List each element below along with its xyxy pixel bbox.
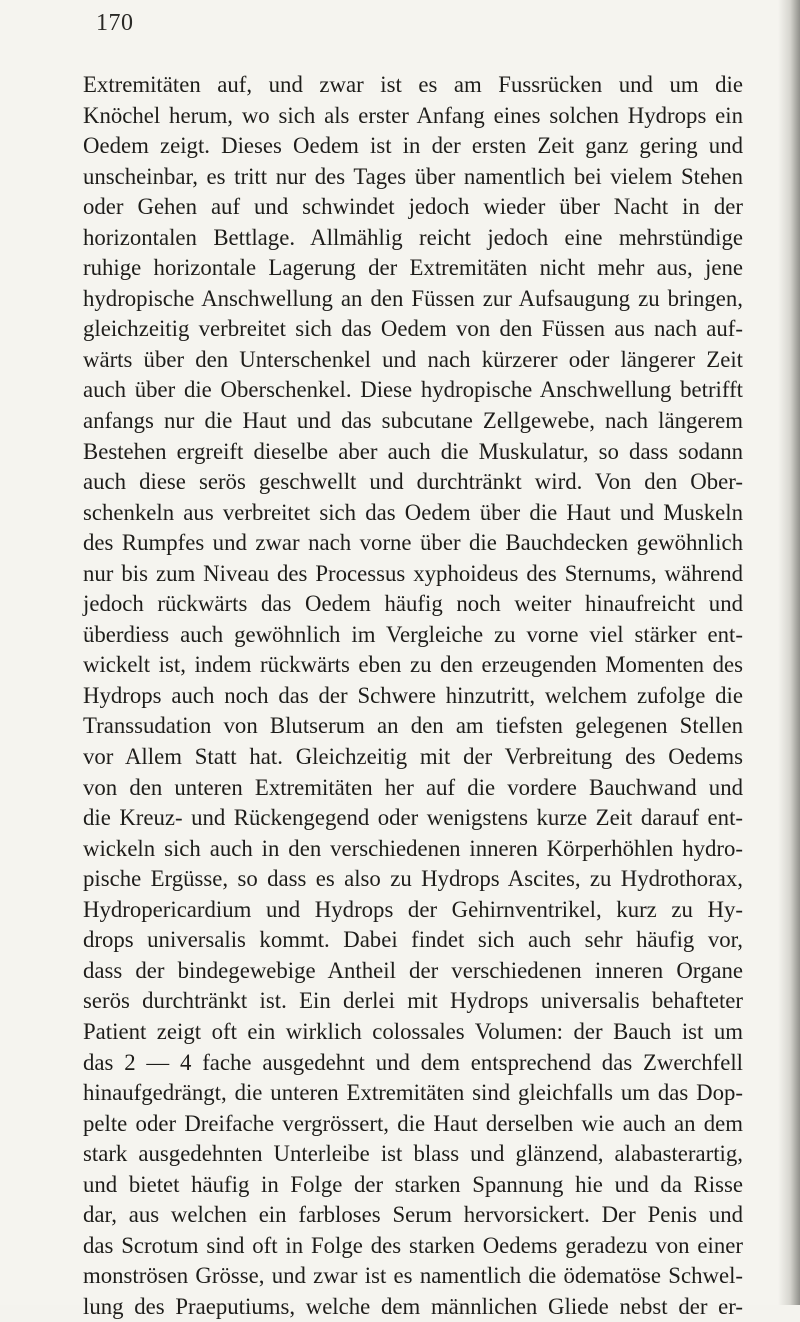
text-line: ruhige horizontale Lagerung der Extremitäten nicht mehr aus, jene <box>83 255 743 281</box>
text-line: Knöchel herum, wo sich als erster Anfang eines solchen Hydrops ein <box>83 102 743 128</box>
text-line: auch über die Oberschenkel. Diese hydropische Anschwellung betrifft <box>83 377 743 403</box>
page-number: 170 <box>96 10 134 36</box>
text-line: des Rumpfes und zwar nach vorne über die Bauchdecken gewöhnlich <box>83 530 743 556</box>
text-line: drops universalis kommt. Dabei findet sich auch sehr häufig vor, <box>83 927 743 953</box>
text-line: wickelt ist, indem rückwärts eben zu den erzeugenden Momenten des <box>83 652 743 678</box>
text-line: die Kreuz- und Rückengegend oder wenigstens kurze Zeit darauf ent- <box>83 805 743 831</box>
text-line: das 2 — 4 fache ausgedehnt und dem entsprechend das Zwerchfell <box>83 1049 743 1075</box>
text-line: oder Gehen auf und schwindet jedoch wieder über Nacht in der <box>83 194 743 220</box>
text-line: dass der bindegewebige Antheil der verschiedenen inneren Organe <box>83 957 743 983</box>
text-line: nur bis zum Niveau des Processus xyphoideus des Sternums, während <box>83 560 743 586</box>
text-line: pelte oder Dreifache vergrössert, die Haut derselben wie auch an dem <box>83 1110 743 1136</box>
text-line: Extremitäten auf, und zwar ist es am Fussrücken und um die <box>83 72 743 97</box>
text-line: serös durchtränkt ist. Ein derlei mit Hydrops universalis behafteter <box>83 988 743 1014</box>
text-line: lung des Praeputiums, welche dem männlichen Gliede nebst der er- <box>83 1293 743 1319</box>
body-text <box>83 70 743 1322</box>
text-line: schenkeln aus verbreitet sich das Oedem über die Haut und Muskeln <box>83 499 743 525</box>
text-line: von den unteren Extremitäten her auf die vordere Bauchwand und <box>83 774 743 800</box>
text-line: unscheinbar, es tritt nur des Tages über namentlich bei vielem Stehen <box>83 163 743 189</box>
text-line: auch diese serös geschwellt und durchtränkt wird. Von den Ober- <box>83 469 743 495</box>
text-line: und bietet häufig in Folge der starken Spannung hie und da Risse <box>83 1171 743 1197</box>
text-line: Hydrops auch noch das der Schwere hinzutritt, welchem zufolge die <box>83 682 743 708</box>
text-line: gleichzeitig verbreitet sich das Oedem von den Füssen aus nach auf- <box>83 316 743 342</box>
text-line: monströsen Grösse, und zwar ist es namentlich die ödematöse Schwel- <box>83 1263 743 1289</box>
text-line: wickeln sich auch in den verschiedenen inneren Körperhöhlen hydro- <box>83 835 743 861</box>
text-line: das Scrotum sind oft in Folge des starken Oedems geradezu von einer <box>83 1232 743 1258</box>
text-line: vor Allem Statt hat. Gleichzeitig mit der Verbreitung des Oedems <box>83 744 743 770</box>
page-edge-shadow <box>778 0 800 1305</box>
text-line: anfangs nur die Haut und das subcutane Zellgewebe, nach längerem <box>83 408 743 434</box>
text-line: pische Ergüsse, so dass es also zu Hydrops Ascites, zu Hydrothorax, <box>83 866 743 892</box>
text-line: Oedem zeigt. Dieses Oedem ist in der ersten Zeit ganz gering und <box>83 133 743 159</box>
text-line: Hydropericardium und Hydrops der Gehirnventrikel, kurz zu Hy- <box>83 896 743 922</box>
text-line: überdiess auch gewöhnlich im Vergleiche zu vorne viel stärker ent- <box>83 621 743 647</box>
text-line: jedoch rückwärts das Oedem häufig noch weiter hinaufreicht und <box>83 591 743 617</box>
text-line: Patient zeigt oft ein wirklich colossales Volumen: der Bauch ist um <box>83 1018 743 1044</box>
text-line: dar, aus welchen ein farbloses Serum hervorsickert. Der Penis und <box>83 1202 743 1228</box>
text-line: hinaufgedrängt, die unteren Extremitäten sind gleichfalls um das Dop- <box>83 1080 743 1106</box>
text-line: Bestehen ergreift dieselbe aber auch die Muskulatur, so dass sodann <box>83 438 743 464</box>
text-line: horizontalen Bettlage. Allmählig reicht jedoch eine mehrstündige <box>83 224 743 250</box>
text-line: wärts über den Unterschenkel und nach kürzerer oder längerer Zeit <box>83 346 743 372</box>
text-line: hydropische Anschwellung an den Füssen zur Aufsaugung zu bringen, <box>83 285 743 311</box>
text-line: stark ausgedehnten Unterleibe ist blass und glänzend, alabasterartig, <box>83 1141 743 1167</box>
text-line: Transsudation von Blutserum an den am tiefsten gelegenen Stellen <box>83 713 743 739</box>
